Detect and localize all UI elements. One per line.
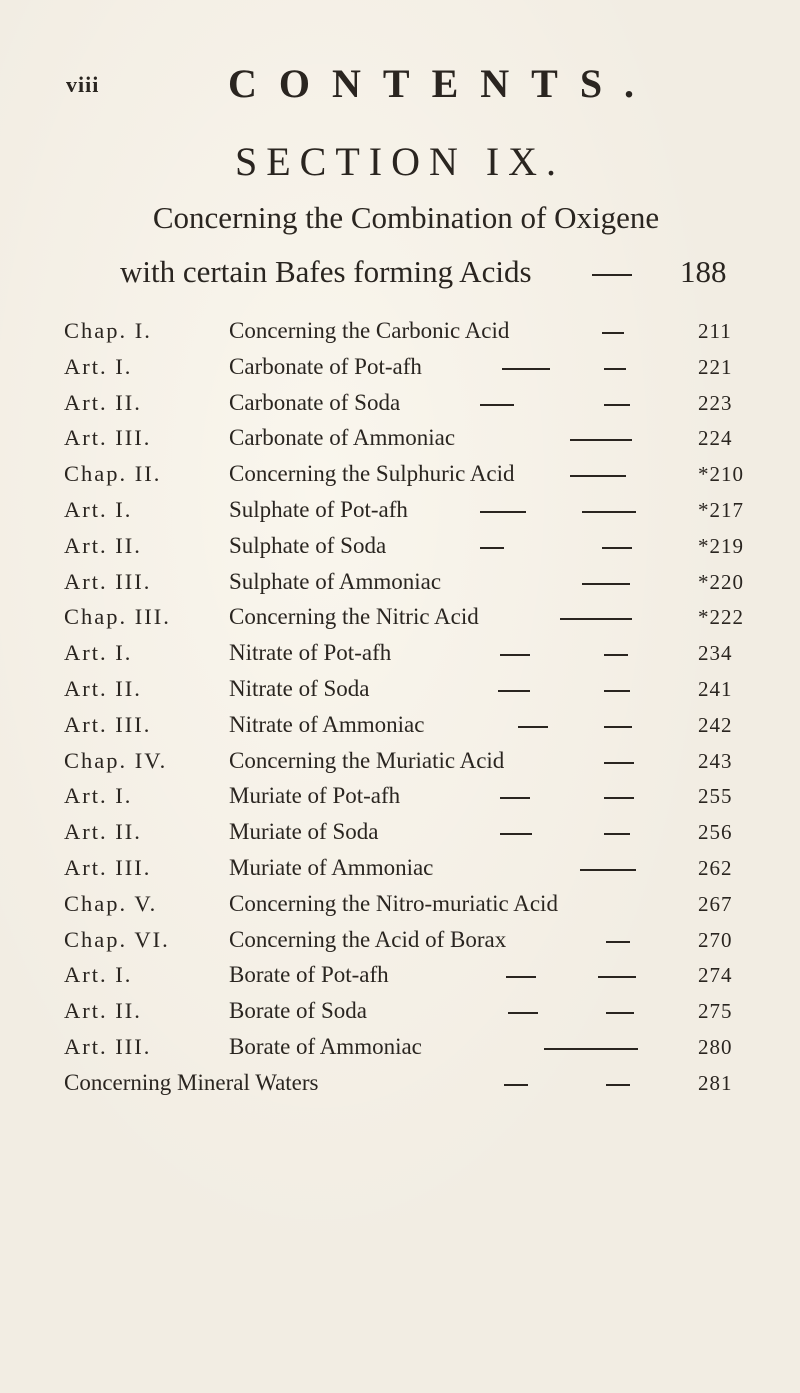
leader-dash <box>604 654 628 656</box>
toc-entry <box>0 960 800 996</box>
toc-entry-label: Art. III. <box>64 711 152 737</box>
toc-entry-title: Borate of Soda <box>229 998 367 1024</box>
leader-dash <box>580 869 636 871</box>
leader-dash <box>604 690 630 692</box>
toc-entry-label: Art. II. <box>64 998 142 1024</box>
toc-entry-title: Concerning the Sulphuric Acid <box>229 461 515 487</box>
toc-entry-label: Art. I. <box>64 353 133 379</box>
toc-entry-page: *219 <box>698 533 744 558</box>
leader-dash <box>570 439 632 441</box>
toc-entry-title: Concerning the Nitro-muriatic Acid <box>229 890 558 916</box>
toc-entry-label: Art. III. <box>64 854 152 880</box>
section-subtitle-line1: Concerning the Combination of Oxigene <box>152 200 660 235</box>
toc-entry-page: 241 <box>698 676 733 701</box>
toc-entry-title: Muriate of Soda <box>229 819 379 845</box>
toc-entry-title: Nitrate of Pot-afh <box>229 640 392 666</box>
leader-dash <box>500 654 530 656</box>
toc-entry <box>0 781 800 817</box>
toc-entry <box>0 531 800 567</box>
toc-entry <box>0 996 800 1032</box>
toc-entry <box>0 674 800 710</box>
toc-entry-page: *222 <box>698 605 744 630</box>
toc-entry-title: Carbonate of Ammoniac <box>229 425 456 451</box>
toc-entry-title: Muriate of Ammoniac <box>229 854 434 880</box>
leader-dash <box>582 583 630 585</box>
toc-entry-label: Chap. VI. <box>64 926 170 952</box>
toc-entry-title: Concerning the Acid of Borax <box>229 926 507 952</box>
leader-dash <box>480 511 526 513</box>
toc-entry-page: 243 <box>698 748 733 773</box>
toc-entry-page: 221 <box>698 354 733 379</box>
toc-entry-page: 256 <box>698 820 733 845</box>
toc-entry-page: 255 <box>698 784 733 809</box>
leader-dash <box>602 332 624 334</box>
toc-entry-title: Sulphate of Soda <box>229 532 387 558</box>
toc-entry <box>0 602 800 638</box>
section-subtitle-text: with certain Bafes forming Acids <box>120 254 532 289</box>
toc-entry-title: Nitrate of Soda <box>229 675 370 701</box>
toc-entry-title: Carbonate of Soda <box>229 389 401 415</box>
toc-entry-label: Art. II. <box>64 675 142 701</box>
leader-dash <box>606 1012 634 1014</box>
toc-entry-page: 267 <box>698 891 733 916</box>
leader-dash <box>604 762 634 764</box>
leader-dash <box>582 511 636 513</box>
leader-dash <box>518 726 548 728</box>
toc-entry <box>0 746 800 782</box>
toc-entry <box>0 853 800 889</box>
toc-entry-title: Concerning the Muriatic Acid <box>229 747 505 773</box>
section-title: SECTION IX. <box>234 139 566 184</box>
toc-entry <box>0 817 800 853</box>
toc-entry-title: Borate of Ammoniac <box>229 1033 422 1059</box>
leader-dash <box>604 833 630 835</box>
toc-entry-page: 223 <box>698 390 733 415</box>
leader-dash <box>508 1012 538 1014</box>
toc-entry-label: Art. I. <box>64 783 133 809</box>
toc-entry-page: *220 <box>698 569 744 594</box>
leader-dash <box>498 690 530 692</box>
toc-entry-label: Art. II. <box>64 819 142 845</box>
toc-entry <box>0 710 800 746</box>
toc-entry <box>0 459 800 495</box>
leader-dash <box>606 1084 630 1086</box>
leader-dash <box>500 797 530 799</box>
toc-entry-page: 280 <box>698 1034 733 1059</box>
leader-dash <box>502 368 550 370</box>
leader-dash <box>544 1048 638 1050</box>
toc-entry <box>0 316 800 352</box>
toc-entry-page: 224 <box>698 426 733 451</box>
toc-entry-title: Borate of Pot-afh <box>229 962 389 988</box>
toc-entry-title: Carbonate of Pot-afh <box>229 353 422 379</box>
toc-entry-label: Chap. IV. <box>64 747 168 773</box>
leader-dash <box>604 797 634 799</box>
toc-entry-page: 274 <box>698 963 733 988</box>
toc-entry <box>0 889 800 925</box>
page-header <box>0 48 800 108</box>
toc-entry-page: *217 <box>698 497 744 522</box>
toc-entry <box>0 352 800 388</box>
toc-entry-page: *210 <box>698 462 744 487</box>
toc-entry-title: Sulphate of Ammoniac <box>229 568 442 594</box>
toc-entry-page: 242 <box>698 712 733 737</box>
toc-entry <box>0 1032 800 1068</box>
leader-dash <box>606 941 630 943</box>
leader-dash <box>560 618 632 620</box>
toc-entry-label: Art. III. <box>64 568 152 594</box>
toc-entry-title: Muriate of Pot-afh <box>229 783 401 809</box>
leader-dash <box>604 726 632 728</box>
toc-entry-title: Sulphate of Pot-afh <box>229 496 408 522</box>
table-of-contents <box>0 316 800 1104</box>
toc-entry-title: Concerning the Nitric Acid <box>229 604 479 630</box>
toc-entry <box>0 1068 800 1104</box>
toc-entry-page: 234 <box>698 641 733 666</box>
toc-entry <box>0 423 800 459</box>
leader-dash <box>592 274 632 276</box>
toc-entry <box>0 638 800 674</box>
toc-entry-page: 262 <box>698 855 733 880</box>
page-number: viii <box>66 72 100 97</box>
toc-entry-label: Art. I. <box>64 962 133 988</box>
toc-entry-page: 275 <box>698 999 733 1024</box>
toc-entry <box>0 567 800 603</box>
leader-dash <box>570 475 626 477</box>
toc-entry-title: Concerning Mineral Waters <box>64 1069 319 1095</box>
leader-dash <box>598 976 636 978</box>
leader-dash <box>500 833 532 835</box>
leader-dash <box>604 368 626 370</box>
toc-entry-label: Art. III. <box>64 425 152 451</box>
toc-entry-label: Art. II. <box>64 532 142 558</box>
leader-dash <box>602 547 632 549</box>
toc-entry-label: Art. III. <box>64 1033 152 1059</box>
toc-entry <box>0 495 800 531</box>
toc-entry-page: 281 <box>698 1070 733 1095</box>
leader-dash <box>506 976 536 978</box>
toc-entry-page: 211 <box>698 319 732 343</box>
leader-dash <box>480 404 514 406</box>
running-head: CONTENTS. <box>228 61 657 106</box>
toc-entry-label: Art. I. <box>64 496 133 522</box>
section-page-ref: 188 <box>680 254 727 289</box>
toc-entry-label: Art. I. <box>64 640 133 666</box>
toc-entry <box>0 388 800 424</box>
toc-entry-label: Art. II. <box>64 389 142 415</box>
leader-dash <box>604 404 630 406</box>
toc-entry <box>0 925 800 961</box>
toc-entry-label: Chap. I. <box>64 318 152 343</box>
toc-entry-title: Nitrate of Ammoniac <box>229 711 425 737</box>
toc-entry-title: Concerning the Carbonic Acid <box>229 318 510 343</box>
toc-entry-label: Chap. II. <box>64 461 162 487</box>
toc-entry-label: Chap. III. <box>64 604 171 630</box>
toc-entry-page: 270 <box>698 927 733 952</box>
toc-entry-label: Chap. V. <box>64 890 158 916</box>
leader-dash <box>504 1084 528 1086</box>
leader-dash <box>480 547 504 549</box>
